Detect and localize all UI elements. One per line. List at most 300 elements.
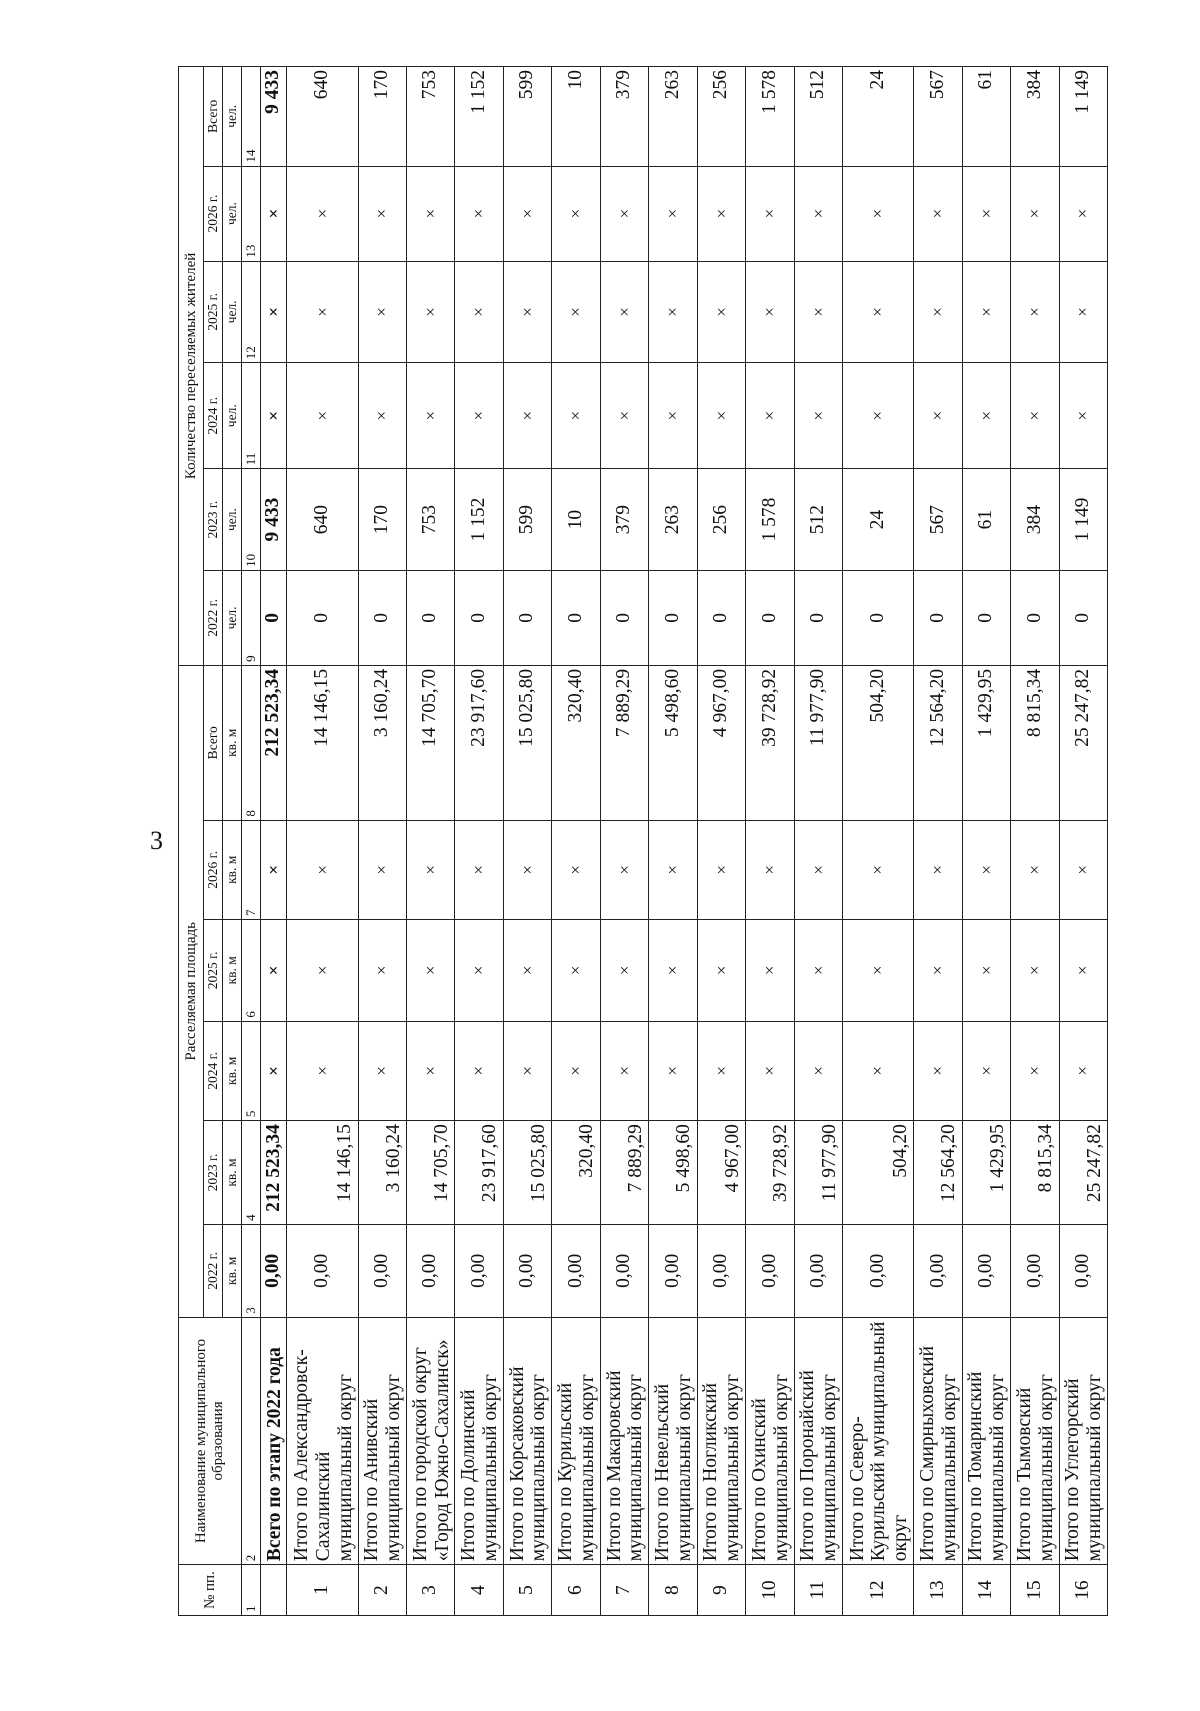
municipality-name: Итого по Курильский муниципальный округ [552, 1317, 600, 1564]
area-total: 25 247,82 [1059, 665, 1108, 820]
row-number: 12 [843, 1565, 914, 1616]
header-area-2022: 2022 г. [204, 1224, 223, 1317]
people-total: 599 [503, 67, 551, 167]
area-2024: × [843, 1021, 914, 1120]
people-2025: × [649, 261, 697, 363]
people-total: 640 [287, 67, 358, 167]
people-2025: × [962, 261, 1010, 363]
people-2025: × [552, 261, 600, 363]
total-row [261, 67, 287, 1616]
people-2025: × [455, 261, 503, 363]
people-2025: × [794, 261, 842, 363]
people-2023: 384 [1011, 469, 1059, 571]
municipality-name: Итого по Корсаковский муниципальный округ [503, 1317, 551, 1564]
people-total: 384 [1011, 67, 1059, 167]
column-number: 7 [242, 820, 261, 919]
area-2023: 320,40 [552, 1121, 600, 1225]
area-2022: 0,00 [794, 1224, 842, 1317]
table-row [794, 67, 842, 1616]
header-num: № пп. [179, 1565, 242, 1616]
area-2024: × [503, 1021, 551, 1120]
area-2026: × [455, 820, 503, 919]
area-2022: 0,00 [455, 1224, 503, 1317]
people-2022: 0 [1059, 570, 1108, 665]
area-2025: × [503, 920, 551, 1022]
table-row [552, 67, 600, 1616]
header-people-2024: 2024 г. [204, 363, 223, 469]
people-2025: × [503, 261, 551, 363]
area-2026: × [552, 820, 600, 919]
people-2023: 61 [962, 469, 1010, 571]
people-2024: × [406, 363, 454, 469]
row-number [261, 1565, 287, 1616]
people-2026: × [1059, 166, 1108, 261]
unit-people: чел. [223, 363, 242, 469]
people-total: 512 [794, 67, 842, 167]
municipality-name: Итого по Углегорский муниципальный округ [1059, 1317, 1108, 1564]
people-2024: × [1059, 363, 1108, 469]
people-2026: × [600, 166, 648, 261]
area-2022: 0,00 [261, 1224, 287, 1317]
area-2024: × [794, 1021, 842, 1120]
area-2024: × [261, 1021, 287, 1120]
table-row [455, 67, 503, 1616]
unit-people: чел. [223, 261, 242, 363]
people-2022: 0 [455, 570, 503, 665]
people-2023: 1 152 [455, 469, 503, 571]
area-2026: × [287, 820, 358, 919]
table-row [287, 67, 358, 1616]
table-row [962, 67, 1010, 1616]
area-total: 15 025,80 [503, 665, 551, 820]
area-2025: × [287, 920, 358, 1022]
area-2026: × [261, 820, 287, 919]
area-2025: × [455, 920, 503, 1022]
municipality-name: Итого по Северо-Курильский муниципальный округ [843, 1317, 914, 1564]
people-total: 9 433 [261, 67, 287, 167]
row-number: 15 [1011, 1565, 1059, 1616]
area-total: 5 498,60 [649, 665, 697, 820]
unit-people: чел. [223, 469, 242, 571]
area-2025: × [746, 920, 794, 1022]
people-2023: 1 149 [1059, 469, 1108, 571]
table-row [746, 67, 794, 1616]
area-2022: 0,00 [697, 1224, 745, 1317]
column-number: 9 [242, 570, 261, 665]
area-2022: 0,00 [287, 1224, 358, 1317]
unit-people: чел. [223, 67, 242, 167]
area-2026: × [1011, 820, 1059, 919]
area-2026: × [503, 820, 551, 919]
area-2023: 1 429,95 [962, 1121, 1010, 1225]
people-2022: 0 [649, 570, 697, 665]
area-2025: × [261, 920, 287, 1022]
unit-area: кв. м [223, 1224, 242, 1317]
rotated-table-container [178, 66, 1108, 1616]
people-2023: 599 [503, 469, 551, 571]
area-2022: 0,00 [406, 1224, 454, 1317]
table-row [649, 67, 697, 1616]
people-total: 10 [552, 67, 600, 167]
area-total: 320,40 [552, 665, 600, 820]
area-2024: × [649, 1021, 697, 1120]
people-2023: 24 [843, 469, 914, 571]
column-number: 1 [242, 1565, 261, 1616]
municipality-name: Итого по Александровск-Сахалинский муниципальный округ [287, 1317, 358, 1564]
municipality-name: Всего по этапу 2022 года [261, 1317, 287, 1564]
row-number: 5 [503, 1565, 551, 1616]
area-2025: × [552, 920, 600, 1022]
area-2024: × [1059, 1021, 1108, 1120]
header-area-2025: 2025 г. [204, 920, 223, 1022]
area-2024: × [358, 1021, 406, 1120]
people-2022: 0 [261, 570, 287, 665]
row-number: 4 [455, 1565, 503, 1616]
row-number: 9 [697, 1565, 745, 1616]
area-2026: × [746, 820, 794, 919]
people-total: 170 [358, 67, 406, 167]
row-number: 11 [794, 1565, 842, 1616]
people-2022: 0 [794, 570, 842, 665]
people-2024: × [914, 363, 962, 469]
column-number: 13 [242, 166, 261, 261]
header-people-total: Всего [204, 67, 223, 167]
people-2026: × [261, 166, 287, 261]
column-number: 14 [242, 67, 261, 167]
area-2024: × [962, 1021, 1010, 1120]
area-2022: 0,00 [600, 1224, 648, 1317]
people-2024: × [552, 363, 600, 469]
area-2024: × [455, 1021, 503, 1120]
people-2025: × [843, 261, 914, 363]
column-number: 4 [242, 1121, 261, 1225]
area-2026: × [358, 820, 406, 919]
people-total: 256 [697, 67, 745, 167]
header-area-group: Расселяемая площадь [179, 665, 204, 1317]
area-2025: × [600, 920, 648, 1022]
people-2024: × [600, 363, 648, 469]
people-2025: × [261, 261, 287, 363]
table-row [1059, 67, 1108, 1616]
people-2026: × [455, 166, 503, 261]
people-total: 61 [962, 67, 1010, 167]
row-number: 3 [406, 1565, 454, 1616]
area-2023: 5 498,60 [649, 1121, 697, 1225]
area-2025: × [794, 920, 842, 1022]
page-number: 3 [150, 826, 163, 855]
municipality-name: Итого по Долинский муниципальный округ [455, 1317, 503, 1564]
area-2023: 8 815,34 [1011, 1121, 1059, 1225]
header-people-2026: 2026 г. [204, 166, 223, 261]
people-2023: 512 [794, 469, 842, 571]
people-2025: × [1011, 261, 1059, 363]
area-2022: 0,00 [552, 1224, 600, 1317]
area-2025: × [914, 920, 962, 1022]
municipality-name: Итого по Ногликский муниципальный округ [697, 1317, 745, 1564]
people-2024: × [649, 363, 697, 469]
people-2023: 1 578 [746, 469, 794, 571]
area-2025: × [1059, 920, 1108, 1022]
unit-people: чел. [223, 166, 242, 261]
people-2025: × [914, 261, 962, 363]
area-total: 4 967,00 [697, 665, 745, 820]
column-number: 2 [242, 1317, 261, 1564]
people-2025: × [358, 261, 406, 363]
area-2026: × [794, 820, 842, 919]
people-2024: × [261, 363, 287, 469]
column-number: 5 [242, 1021, 261, 1120]
area-total: 39 728,92 [746, 665, 794, 820]
area-total: 11 977,90 [794, 665, 842, 820]
people-2023: 379 [600, 469, 648, 571]
area-2025: × [358, 920, 406, 1022]
people-total: 263 [649, 67, 697, 167]
area-2024: × [697, 1021, 745, 1120]
area-2023: 25 247,82 [1059, 1121, 1108, 1225]
area-2022: 0,00 [1011, 1224, 1059, 1317]
people-2024: × [794, 363, 842, 469]
area-total: 212 523,34 [261, 665, 287, 820]
header-people-group: Количество переселяемых жителей [179, 67, 204, 666]
row-number: 8 [649, 1565, 697, 1616]
area-2025: × [697, 920, 745, 1022]
people-2023: 567 [914, 469, 962, 571]
area-2026: × [406, 820, 454, 919]
area-2024: × [746, 1021, 794, 1120]
table-row [914, 67, 962, 1616]
area-2023: 3 160,24 [358, 1121, 406, 1225]
unit-area: кв. м [223, 1021, 242, 1120]
area-2023: 12 564,20 [914, 1121, 962, 1225]
area-total: 3 160,24 [358, 665, 406, 820]
area-2023: 39 728,92 [746, 1121, 794, 1225]
unit-people: чел. [223, 570, 242, 665]
people-2022: 0 [697, 570, 745, 665]
table-row [1011, 67, 1059, 1616]
people-2023: 170 [358, 469, 406, 571]
people-2022: 0 [503, 570, 551, 665]
area-total: 23 917,60 [455, 665, 503, 820]
people-2024: × [455, 363, 503, 469]
unit-area: кв. м [223, 920, 242, 1022]
people-2024: × [503, 363, 551, 469]
header-area-2023: 2023 г. [204, 1121, 223, 1225]
area-2026: × [914, 820, 962, 919]
people-2025: × [287, 261, 358, 363]
column-number-row [242, 67, 261, 1616]
table-row [503, 67, 551, 1616]
area-2022: 0,00 [843, 1224, 914, 1317]
municipality-name: Итого по Томаринский муниципальный округ [962, 1317, 1010, 1564]
area-2023: 14 705,70 [406, 1121, 454, 1225]
people-2023: 9 433 [261, 469, 287, 571]
area-total: 14 705,70 [406, 665, 454, 820]
people-2025: × [406, 261, 454, 363]
area-2023: 7 889,29 [600, 1121, 648, 1225]
people-total: 1 149 [1059, 67, 1108, 167]
column-number: 12 [242, 261, 261, 363]
unit-area: кв. м [223, 1121, 242, 1225]
area-2024: × [600, 1021, 648, 1120]
municipality-name: Итого по Макаровский муниципальный округ [600, 1317, 648, 1564]
area-total: 8 815,34 [1011, 665, 1059, 820]
area-2022: 0,00 [649, 1224, 697, 1317]
area-2026: × [1059, 820, 1108, 919]
row-number: 6 [552, 1565, 600, 1616]
area-2022: 0,00 [746, 1224, 794, 1317]
row-number: 7 [600, 1565, 648, 1616]
resettlement-table [178, 66, 1108, 1616]
header-people-2022: 2022 г. [204, 570, 223, 665]
area-2023: 4 967,00 [697, 1121, 745, 1225]
header-area-2024: 2024 г. [204, 1021, 223, 1120]
header-area-2026: 2026 г. [204, 820, 223, 919]
people-2023: 640 [287, 469, 358, 571]
area-2026: × [697, 820, 745, 919]
people-2026: × [358, 166, 406, 261]
area-2025: × [406, 920, 454, 1022]
people-2025: × [1059, 261, 1108, 363]
table-row [697, 67, 745, 1616]
area-2025: × [1011, 920, 1059, 1022]
area-2023: 14 146,15 [287, 1121, 358, 1225]
area-total: 12 564,20 [914, 665, 962, 820]
people-2023: 263 [649, 469, 697, 571]
people-2025: × [746, 261, 794, 363]
people-2026: × [649, 166, 697, 261]
municipality-name: Итого по Анивский муниципальный округ [358, 1317, 406, 1564]
column-number: 11 [242, 363, 261, 469]
table-body [261, 67, 1108, 1616]
municipality-name: Итого по городской округ «Город Южно-Сахалинск» [406, 1317, 454, 1564]
header-name: Наименование муниципального образования [179, 1317, 242, 1564]
area-2025: × [962, 920, 1010, 1022]
row-number: 16 [1059, 1565, 1108, 1616]
row-number: 13 [914, 1565, 962, 1616]
people-2024: × [287, 363, 358, 469]
people-2024: × [746, 363, 794, 469]
area-2024: × [552, 1021, 600, 1120]
people-2024: × [1011, 363, 1059, 469]
people-2026: × [406, 166, 454, 261]
unit-area: кв. м [223, 665, 242, 820]
area-2023: 23 917,60 [455, 1121, 503, 1225]
people-total: 1 578 [746, 67, 794, 167]
municipality-name: Итого по Тымовский муниципальный округ [1011, 1317, 1059, 1564]
people-2024: × [843, 363, 914, 469]
municipality-name: Итого по Смирныховский муниципальный округ [914, 1317, 962, 1564]
people-total: 753 [406, 67, 454, 167]
table-row [406, 67, 454, 1616]
column-number: 10 [242, 469, 261, 571]
area-2024: × [1011, 1021, 1059, 1120]
column-number: 6 [242, 920, 261, 1022]
area-2022: 0,00 [1059, 1224, 1108, 1317]
row-number: 1 [287, 1565, 358, 1616]
people-2023: 10 [552, 469, 600, 571]
people-2026: × [794, 166, 842, 261]
people-total: 24 [843, 67, 914, 167]
table-row [358, 67, 406, 1616]
table-row [600, 67, 648, 1616]
area-2024: × [406, 1021, 454, 1120]
header-people-2023: 2023 г. [204, 469, 223, 571]
people-2022: 0 [287, 570, 358, 665]
column-number: 8 [242, 665, 261, 820]
people-total: 567 [914, 67, 962, 167]
area-2024: × [914, 1021, 962, 1120]
people-2022: 0 [552, 570, 600, 665]
people-2025: × [600, 261, 648, 363]
people-2022: 0 [1011, 570, 1059, 665]
people-2025: × [697, 261, 745, 363]
area-total: 7 889,29 [600, 665, 648, 820]
people-2022: 0 [358, 570, 406, 665]
people-2022: 0 [843, 570, 914, 665]
people-2023: 256 [697, 469, 745, 571]
people-2022: 0 [746, 570, 794, 665]
people-2026: × [552, 166, 600, 261]
area-total: 504,20 [843, 665, 914, 820]
area-2023: 504,20 [843, 1121, 914, 1225]
area-2022: 0,00 [358, 1224, 406, 1317]
row-number: 14 [962, 1565, 1010, 1616]
area-2023: 15 025,80 [503, 1121, 551, 1225]
area-2025: × [843, 920, 914, 1022]
people-2022: 0 [914, 570, 962, 665]
municipality-name: Итого по Невельский муниципальный округ [649, 1317, 697, 1564]
people-total: 379 [600, 67, 648, 167]
area-2026: × [649, 820, 697, 919]
area-2024: × [287, 1021, 358, 1120]
area-2025: × [649, 920, 697, 1022]
municipality-name: Итого по Охинский муниципальный округ [746, 1317, 794, 1564]
people-2024: × [962, 363, 1010, 469]
header-area-total: Всего [204, 665, 223, 820]
people-2026: × [962, 166, 1010, 261]
people-2026: × [287, 166, 358, 261]
row-number: 2 [358, 1565, 406, 1616]
people-2022: 0 [600, 570, 648, 665]
people-2026: × [746, 166, 794, 261]
people-2026: × [697, 166, 745, 261]
people-2024: × [697, 363, 745, 469]
people-2023: 753 [406, 469, 454, 571]
row-number: 10 [746, 1565, 794, 1616]
people-2024: × [358, 363, 406, 469]
area-2023: 212 523,34 [261, 1121, 287, 1225]
table-row [843, 67, 914, 1616]
column-number: 3 [242, 1224, 261, 1317]
people-2026: × [1011, 166, 1059, 261]
people-2026: × [914, 166, 962, 261]
people-2026: × [843, 166, 914, 261]
header-people-2025: 2025 г. [204, 261, 223, 363]
area-2022: 0,00 [914, 1224, 962, 1317]
people-2026: × [503, 166, 551, 261]
area-2022: 0,00 [962, 1224, 1010, 1317]
area-total: 14 146,15 [287, 665, 358, 820]
area-2023: 11 977,90 [794, 1121, 842, 1225]
area-2026: × [843, 820, 914, 919]
area-2026: × [962, 820, 1010, 919]
people-total: 1 152 [455, 67, 503, 167]
area-2026: × [600, 820, 648, 919]
unit-area: кв. м [223, 820, 242, 919]
municipality-name: Итого по Поронайский муниципальный округ [794, 1317, 842, 1564]
area-total: 1 429,95 [962, 665, 1010, 820]
people-2022: 0 [962, 570, 1010, 665]
